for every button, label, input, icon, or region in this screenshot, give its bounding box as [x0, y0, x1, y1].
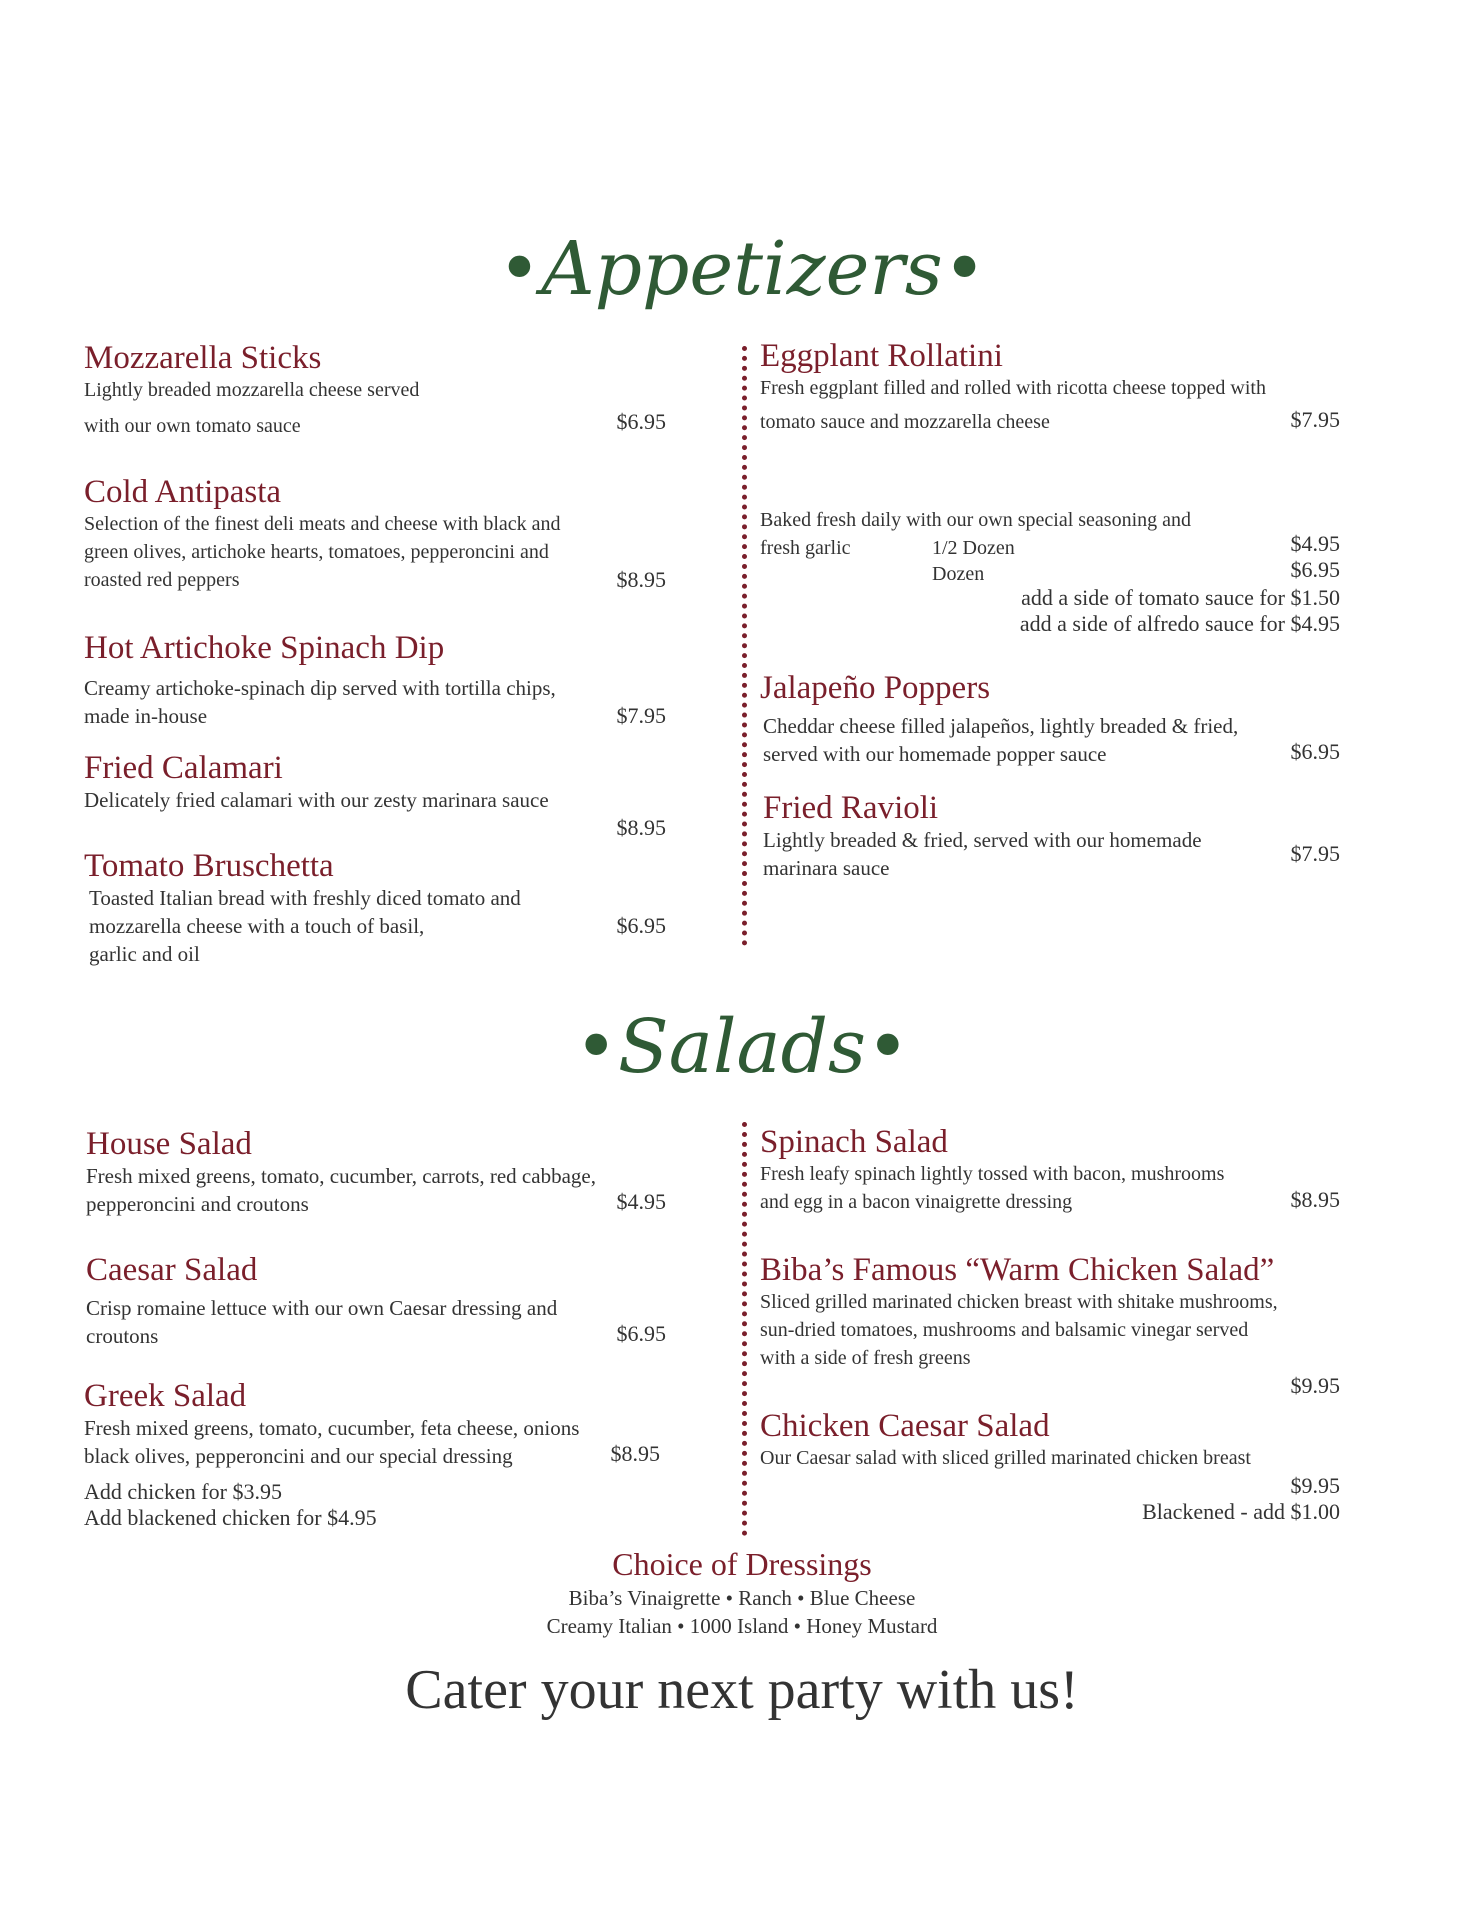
- item-name: Mozzarella Sticks: [84, 340, 322, 376]
- item-description: Crisp romaine lettuce with our own Caesar dressing and croutons: [86, 1296, 558, 1348]
- item-name: House Salad: [86, 1126, 252, 1162]
- menu-item: [84, 750, 666, 840]
- menu-item: [760, 670, 1340, 768]
- item-description: Delicately fried calamari with our zesty marinara sauce: [84, 788, 549, 812]
- menu-item: [84, 474, 666, 594]
- item-name: Fried Calamari: [84, 750, 283, 786]
- menu-item: [84, 340, 666, 440]
- salads-right-column: [760, 1124, 1340, 1524]
- item-description: Creamy artichoke-spinach dip served with tortilla chips, made in-house: [84, 676, 556, 728]
- item-description: Cheddar cheese filled jalapeños, lightly breaded & fried, served with our homemade popper sauce: [763, 714, 1239, 766]
- item-name: Chicken Caesar Salad: [760, 1408, 1050, 1444]
- menu-item: [86, 1378, 666, 1470]
- item-name: Biba’s Famous “Warm Chicken Salad”: [760, 1252, 1275, 1288]
- item-name: Hot Artichoke Spinach Dip: [84, 630, 445, 666]
- item-name: Cold Antipasta: [84, 474, 282, 510]
- item-price: $7.95: [1290, 841, 1340, 866]
- item-price: $6.95: [616, 1321, 666, 1346]
- item-description-line2: fresh garlic: [760, 537, 851, 559]
- dozen-label: Dozen: [932, 563, 985, 585]
- item-description: Our Caesar salad with sliced grilled marinated chicken breast: [760, 1447, 1251, 1469]
- dressings-line-1: Biba’s Vinaigrette • Ranch • Blue Cheese: [568, 1586, 916, 1610]
- item-price: $9.95: [1290, 1473, 1340, 1498]
- menu-item: [760, 338, 1340, 436]
- menu-item: [84, 630, 666, 730]
- salads-left-column: [86, 1126, 666, 1546]
- item-price: $9.95: [1290, 1373, 1340, 1398]
- item-description: Lightly breaded mozzarella cheese served with our own tomato sauce: [84, 379, 420, 437]
- menu-item: [760, 1408, 1340, 1524]
- column-divider: [742, 1122, 747, 1536]
- item-price: $6.95: [616, 409, 666, 434]
- appetizers-left-column: [84, 340, 666, 966]
- item-description: Fresh eggplant filled and rolled with ricotta cheese topped with tomato sauce and mozzarella cheese: [760, 377, 1266, 433]
- item-description: Sliced grilled marinated chicken breast with shitake mushrooms, sun-dried tomatoes, mushrooms and balsamic vinegar served with a side of fresh greens: [760, 1291, 1278, 1369]
- garlic-bread-item: [760, 506, 1340, 666]
- item-price: $7.95: [616, 703, 666, 728]
- item-price: $8.95: [610, 1441, 660, 1466]
- dozen-price: $6.95: [1290, 557, 1340, 582]
- item-description: Lightly breaded & fried, served with our homemade marinara sauce: [763, 828, 1202, 880]
- item-description: Fresh mixed greens, tomato, cucumber, carrots, red cabbage, pepperoncini and croutons: [86, 1164, 596, 1216]
- dressings-line-2: Creamy Italian • 1000 Island • Honey Mustard: [546, 1614, 938, 1638]
- side-alfredo-note: add a side of alfredo sauce for $4.95: [1019, 611, 1340, 636]
- menu-item: [86, 1126, 666, 1218]
- item-name: Fried Ravioli: [763, 790, 939, 826]
- item-price: $8.95: [616, 815, 666, 840]
- item-price: $7.95: [1290, 407, 1340, 432]
- item-name: Tomato Bruschetta: [84, 848, 334, 884]
- menu-item: [760, 790, 1340, 882]
- item-price: $6.95: [1290, 739, 1340, 764]
- menu-item: [760, 1124, 1340, 1216]
- appetizers-right-column: [760, 338, 1340, 898]
- add-chicken-note: Add chicken for $3.95: [84, 1479, 282, 1504]
- cater-slogan: Cater your next party with us!: [405, 1659, 1079, 1721]
- dressings-title: Choice of Dressings: [612, 1546, 872, 1582]
- salads-heading: •Salads•: [574, 1004, 910, 1090]
- item-description: Fresh mixed greens, tomato, cucumber, feta cheese, onions black olives, pepperoncini and our special dressing: [84, 1416, 580, 1468]
- item-description: Fresh leafy spinach lightly tossed with bacon, mushrooms and egg in a bacon vinaigrette dressing: [760, 1163, 1225, 1213]
- item-description: Toasted Italian bread with freshly diced tomato and mozzarella cheese with a touch of basil, garlic and oil: [89, 886, 521, 966]
- appetizers-heading: •Appetizers•: [497, 226, 987, 312]
- half-dozen-label: 1/2 Dozen: [932, 537, 1015, 559]
- item-name: Spinach Salad: [760, 1124, 948, 1160]
- menu-item: [84, 848, 666, 968]
- item-description: Baked fresh daily with our own special seasoning and: [760, 509, 1192, 531]
- column-divider: [742, 346, 747, 946]
- half-dozen-price: $4.95: [1290, 531, 1340, 556]
- menu-item: [86, 1252, 666, 1350]
- item-price: $6.95: [616, 913, 666, 938]
- item-name: Greek Salad: [84, 1378, 247, 1414]
- item-name: Jalapeño Poppers: [760, 670, 991, 706]
- item-price: $8.95: [616, 567, 666, 592]
- add-blackened-chicken-note: Add blackened chicken for $4.95: [84, 1505, 377, 1530]
- item-description: Selection of the finest deli meats and cheese with black and green olives, artichoke hearts, tomatoes, pepperoncini and roasted red peppers: [84, 513, 561, 591]
- menu-item: [760, 1252, 1340, 1398]
- item-name: Caesar Salad: [86, 1252, 258, 1288]
- item-name: Eggplant Rollatini: [760, 338, 1003, 374]
- item-price: $4.95: [616, 1189, 666, 1214]
- side-tomato-note: add a side of tomato sauce for $1.50: [1021, 585, 1340, 610]
- blackened-note: Blackened - add $1.00: [1142, 1499, 1340, 1524]
- item-price: $8.95: [1290, 1187, 1340, 1212]
